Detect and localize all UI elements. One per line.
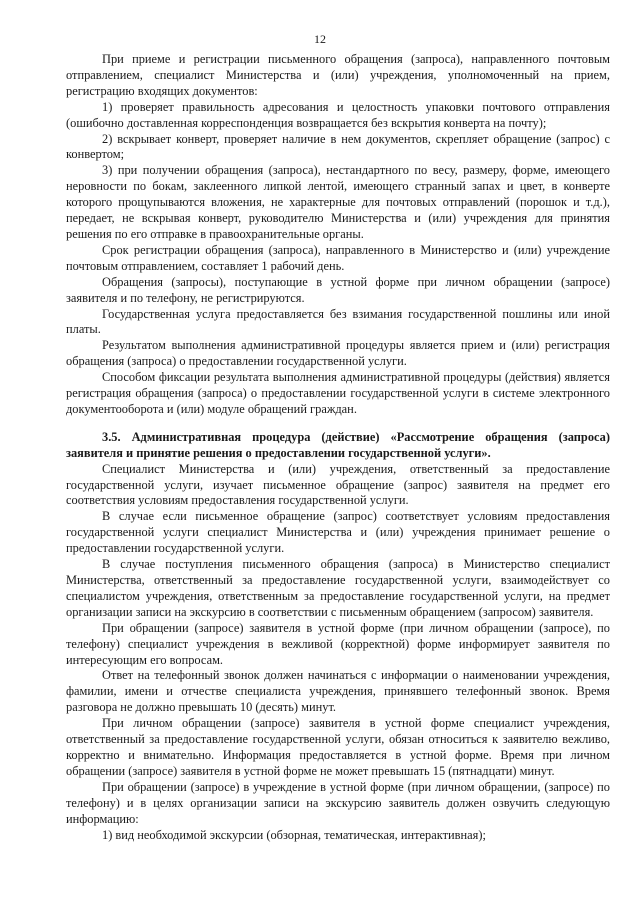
paragraph: В случае если письменное обращение (запрос) соответствует условиям предоставления государственной услуги специалист Министерства и (или) учреждения принимает решение о предоставлении государственной услуги. xyxy=(66,509,610,556)
paragraph: Обращения (запросы), поступающие в устной форме при личном обращении (запросе) заявителя и по телефону, не регистрируются. xyxy=(66,274,610,305)
paragraph: Срок регистрации обращения (запроса), направленного в Министерство и (или) учреждение почтовым отправлением, составляет 1 рабочий день. xyxy=(66,242,610,273)
paragraph: Ответ на телефонный звонок должен начинаться с информации о наименовании учреждения, фамилии, имени и отчестве специалиста учреждения, принявшего телефонный звонок. Время разговора не должно превышать 10 (десять) минут. xyxy=(66,668,610,715)
page-number: 12 xyxy=(314,32,326,46)
section-heading: 3.5. Административная процедура (действие) «Рассмотрение обращения (запроса) заявителя и принятие решения о предоставлении государственной услуги». xyxy=(66,429,610,460)
paragraph: Специалист Министерства и (или) учреждения, ответственный за предоставление государственной услуги, изучает письменное обращение (запрос) заявителя на предмет его соответствия условиям предоставления государственной услуги. xyxy=(66,461,610,508)
paragraph: При обращении (запросе) заявителя в устной форме (при личном обращении (запросе), по телефону) специалист учреждения в вежливой (корректной) форме информирует заявителя по интересующим его вопросам. xyxy=(66,620,610,667)
paragraph: 3) при получении обращения (запроса), нестандартного по весу, размеру, форме, имеющего неровности по бокам, заклеенного липкой лентой, имеющего странный запах и цвет, в конверте которого прощупываются вложения, не характерные для почтовых отправлений (порошок и т.д.), передает, не вскрывая конверт, руководителю Министерства и (или) учреждения для принятия решения по его отправке в правоохранительные органы. xyxy=(66,163,610,241)
paragraph: При личном обращении (запросе) заявителя в устной форме специалист учреждения, ответственный за предоставление государственной услуги, обязан относиться к заявителю вежливо, корректно и внимательно. Информация предоставляется в устной форме. Время при личном обращении (запросе) заявителя в устной форме не может превышать 15 (пятнадцати) минут. xyxy=(66,716,610,778)
paragraph: 1) вид необходимой экскурсии (обзорная, тематическая, интерактивная); xyxy=(102,827,486,842)
paragraph: В случае поступления письменного обращения (запроса) в Министерство специалист Министерства, ответственный за предоставление государственной услуги, взаимодействует со специалистом учреждения, ответственным за предоставление государственной услуги, на предмет организации записи на экскурсию в соответствии с письменным обращением (запросом) заявителя. xyxy=(66,557,610,619)
paragraph: При обращении (запросе) в учреждение в устной форме (при личном обращении, (запросе) по телефону) и в целях организации записи на экскурсию заявитель должен озвучить следующую информацию: xyxy=(66,779,610,826)
document-body xyxy=(66,52,610,843)
paragraph: 2) вскрывает конверт, проверяет наличие в нем документов, скрепляет обращение (запрос) с конвертом; xyxy=(66,131,610,162)
paragraph: Способом фиксации результата выполнения административной процедуры (действия) является регистрация обращения (запроса) о предоставлении государственной услуги в системе электронного документооборота и (или) модуле обращений граждан. xyxy=(66,370,610,416)
paragraph: 1) проверяет правильность адресования и целостность упаковки почтового отправления (ошибочно доставленная корреспонденция возвращается без вскрытия конверта на почту); xyxy=(66,99,610,130)
paragraph: При приеме и регистрации письменного обращения (запроса), направленного почтовым отправлением, специалист Министерства и (или) учреждения, уполномоченный на прием, регистрацию входящих документов: xyxy=(66,52,610,98)
paragraph: Государственная услуга предоставляется без взимания государственной пошлины или иной платы. xyxy=(66,306,610,337)
paragraph: Результатом выполнения административной процедуры является прием и (или) регистрация обращения (запроса) о предоставлении государственной услуги. xyxy=(66,338,610,369)
